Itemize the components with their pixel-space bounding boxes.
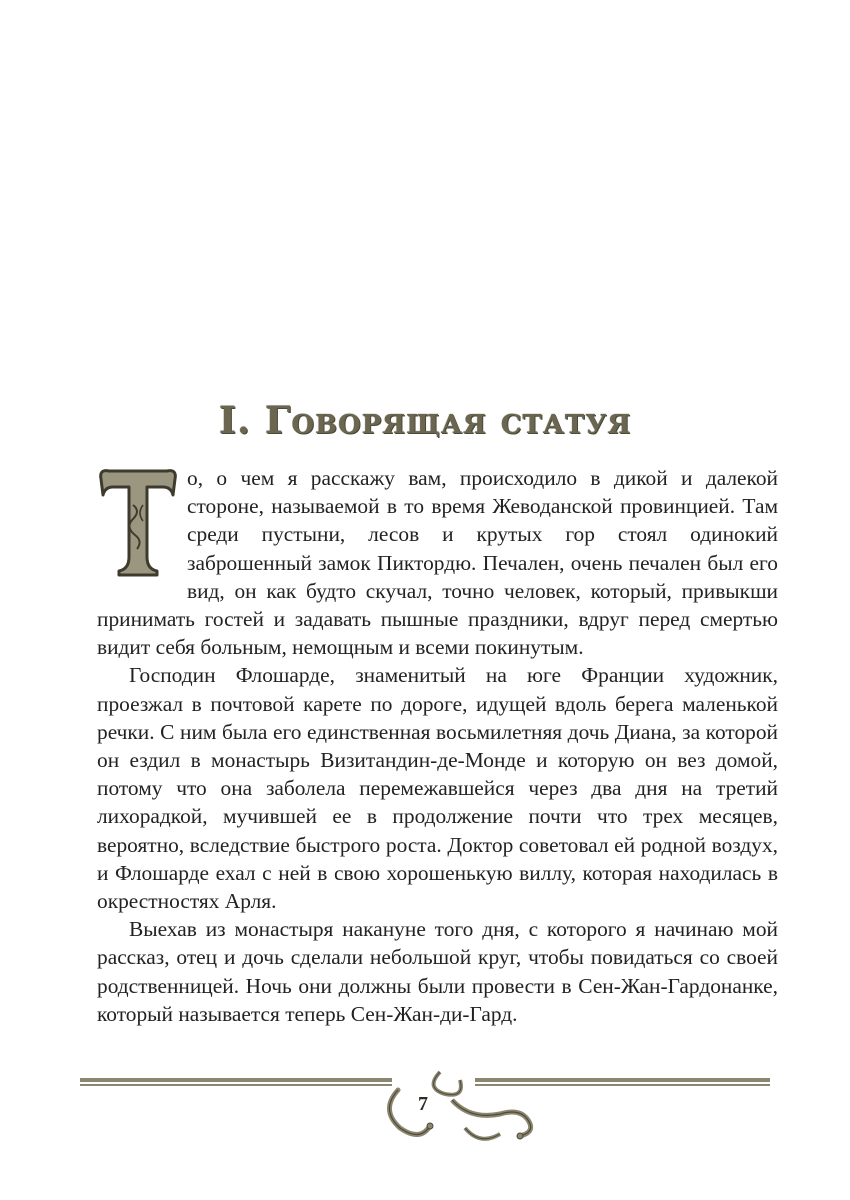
paragraph-1 (97, 464, 778, 661)
chapter-text (97, 464, 778, 1028)
paragraph-2: Господин Флошарде, знаменитый на юге Франции художник, проезжал в почтовой карете по дороге, идущей вдоль берега маленькой речки. С ним была его единственная восьмилетняя дочь Диана, за которой он ездил в монастырь Визитандин-де-Монде и которую он вез домой, потому что она заболела перемежавшейся через два дня на третий лихорадкой, мучившей ее в продолжение почти что трех месяцев, вероятно, вследствие быстрого роста. Доктор советовал ей родной воздух, и Флошарде ехал с ней в свою хорошенькую виллу, которая находилась в окрестностях Арля. (97, 663, 778, 914)
chapter-title: I. Говорящая статуя (218, 398, 632, 442)
dropcap-letter (97, 465, 179, 579)
paragraph-3: Выехав из монастыря накануне того дня, с которого я начинаю мой рассказ, отец и дочь сделали небольшой круг, чтобы повидаться со своей родственницей. Ночь они должны были провести в Сен-Жан-Гардонанке, который называется теперь Сен-Жан-ди-Гард. (97, 917, 778, 1026)
paragraph-1-text: о, о чем я расскажу вам, происходило в дикой и далекой стороне, называемой в то время Жеводанской провинцией. Там среди пустыни, лесов и крутых гор стоял одинокий заброшенный замок Пиктордю. Печален, очень печален был его вид, он как будто скучал, точно человек, который, привыкши принимать гостей и задавать пышные праздники, вдруг перед смертью видит себя больным, немощным и всеми покинутым. (97, 466, 778, 660)
page-number: 7 (418, 1093, 428, 1115)
